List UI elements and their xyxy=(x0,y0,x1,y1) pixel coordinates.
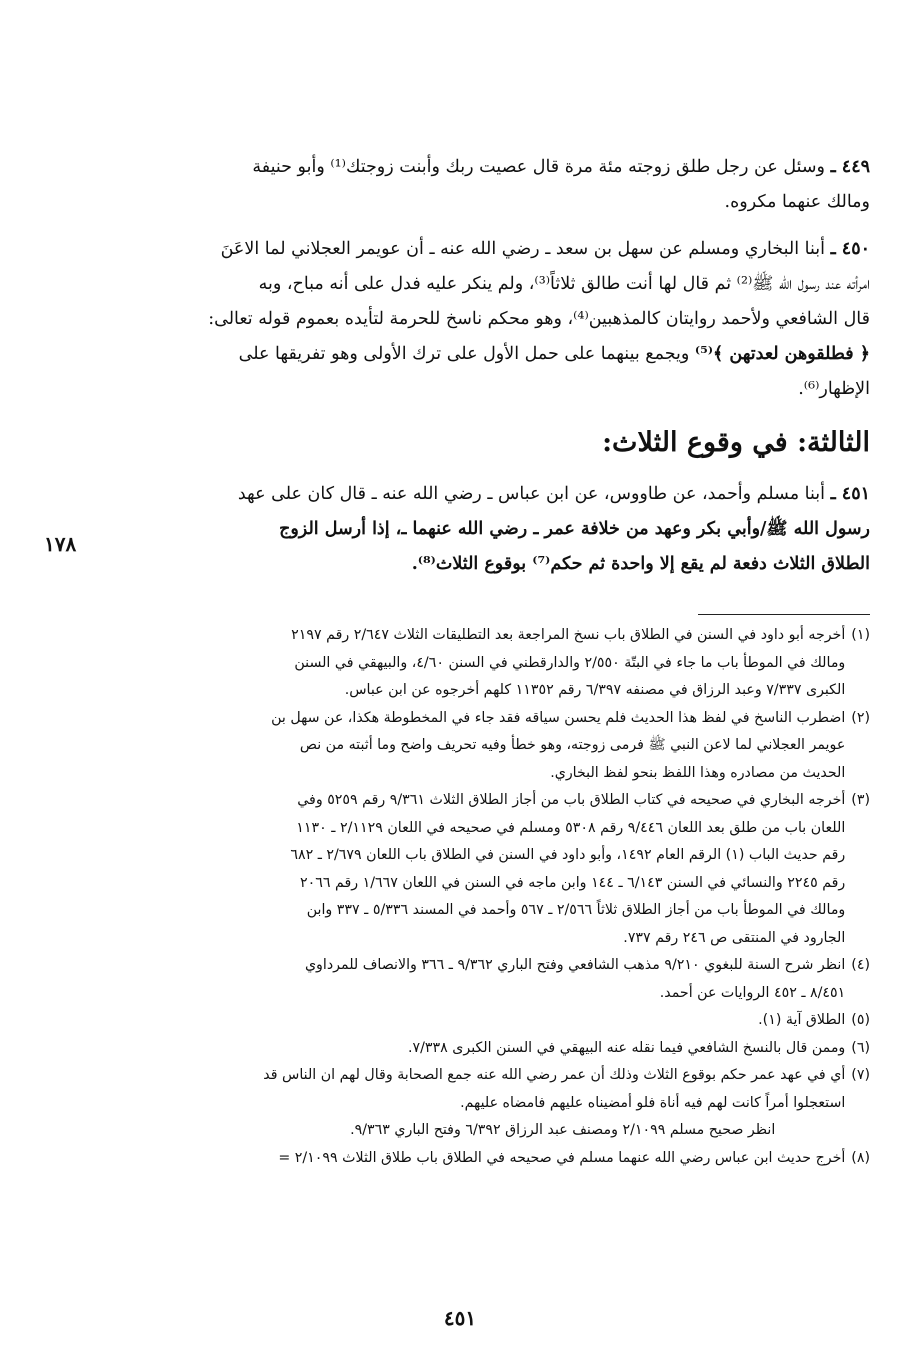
footnote-line: رقم ٢٢٤٥ والنسائي في السنن ٦/١٤٣ ـ ١٤٤ وابن ماجه في السنن في اللعان ١/٦٦٧ رقم ٢٠٦٦ xyxy=(300,874,846,891)
text-line: الطلاق الثلاث دفعة لم يقع إلا واحدة ثم حكم⁽⁷⁾ بوقوع الثلاث⁽⁸⁾. xyxy=(411,554,870,574)
footnote-line: أخرجه البخاري في صحيحه في كتاب الطلاق باب من أجاز الطلاق الثلاث ٩/٣٦١ رقم ٥٢٥٩ وفي xyxy=(297,792,846,808)
text-line: ومالك عنهما مكروه. xyxy=(724,192,870,212)
footnote-line: الحديث من مصادره وهذا اللفظ بنحو لفظ البخاري. xyxy=(550,764,846,781)
hadith-number: ٤٥١ ـ xyxy=(830,484,870,504)
footnote-line: الجارود في المنتقى ص ٢٤٦ رقم ٧٣٧. xyxy=(623,929,846,946)
paragraph-449 xyxy=(118,150,870,220)
footnote-6 xyxy=(118,1035,870,1063)
footnote-label: (٥) xyxy=(851,1012,870,1028)
footnote-label: (٧) xyxy=(851,1067,870,1083)
manuscript-folio-number: ١٧٨ xyxy=(44,532,77,556)
hadith-number: ٤٥٠ ـ xyxy=(830,239,870,259)
paragraph-450 xyxy=(118,232,870,407)
footnote-line: انظر شرح السنة للبغوي ٩/٢١٠ مذهب الشافعي وفتح الباري ٩/٣٦٢ ـ ٣٦٦ والانصاف للمرداوي xyxy=(304,957,846,973)
footnote-7 xyxy=(118,1062,870,1145)
page-number: ٤٥١ xyxy=(443,1306,477,1330)
text-line: الإظهار⁽⁶⁾. xyxy=(798,379,870,399)
footnote-label: (٣) xyxy=(851,792,870,808)
footnotes xyxy=(118,622,870,1172)
text-line: أبنا مسلم وأحمد، عن طاووس، عن ابن عباس ـ رضي الله عنه ـ قال كان على عهد xyxy=(237,484,825,504)
footnote-line: أي في عهد عمر حكم بوقوع الثلاث وذلك أن عمر رضي الله عنه جمع الصحابة وقال لهم ان الناس قد xyxy=(263,1067,846,1083)
footnote-8 xyxy=(118,1145,870,1173)
main-text xyxy=(118,150,870,594)
footnote-label: (٤) xyxy=(851,957,870,973)
footnote-divider xyxy=(698,614,870,615)
footnote-4 xyxy=(118,952,870,1007)
section-heading: الثالثة: في وقوع الثلاث: xyxy=(602,427,870,458)
footnote-line: اللعان باب من طلق بعد اللعان ٩/٤٤٦ رقم ٥٣٠٨ ومسلم في صحيحه في اللعان ٢/١١٢٩ ـ ١١٣٠ xyxy=(296,819,846,836)
footnote-5 xyxy=(118,1007,870,1035)
footnote-label: (٦) xyxy=(851,1039,870,1056)
footnote-3 xyxy=(118,787,870,952)
text-line: أبنا البخاري ومسلم عن سهل بن سعد ـ رضي الله عنه ـ أن عويمر العجلاني لما الاعَنَ xyxy=(220,239,825,259)
footnote-line: ومالك في الموطأ باب من أجاز الطلاق ثلاثاً ٢/٥٦٦ ـ ٥٦٧ وأحمد في المسند ٥/٣٣٦ ـ ٣٣٧ وابن xyxy=(306,902,846,918)
hadith-number: ٤٤٩ ـ xyxy=(830,157,870,177)
text-line: ويجمع بينهما على حمل الأول على ترك الأولى وهو تفريقها على xyxy=(238,344,690,364)
footnote-line: انظر صحيح مسلم ٢/١٠٩٩ ومصنف عبد الرزاق ٦/٣٩٢ وفتح الباري ٩/٣٦٣. xyxy=(350,1122,776,1138)
quran-verse: ﴿ فطلقوهن لعدتهن ﴾⁽⁵⁾ xyxy=(694,344,870,364)
footnote-line: أخرج حديث ابن عباس رضي الله عنهما مسلم في صحيحه في الطلاق باب طلاق الثلاث ٢/١٠٩٩ = xyxy=(278,1149,846,1166)
footnote-label: (٨) xyxy=(851,1149,870,1166)
footnote-line: استعجلوا أمراً كانت لهم فيه أناة فلو أمضيناه عليهم فامضاه عليهم. xyxy=(460,1094,846,1111)
footnote-line: الكبرى ٧/٣٣٧ وعبد الرزاق في مصنفه ٦/٣٩٧ رقم ١١٣٥٢ كلهم أخرجوه عن ابن عباس. xyxy=(344,682,846,698)
footnote-line: ٨/٤٥١ ـ ٤٥٢ الروايات عن أحمد. xyxy=(659,984,846,1001)
text-line: امرأته عند رسول الله ﷺ⁽²⁾ ثم قال لها أنت طالق ثلاثاً⁽³⁾، ولم ينكر عليه فدل على أنه مباح، وبه xyxy=(258,274,870,294)
footnote-label: (١) xyxy=(851,627,870,643)
paragraph-451 xyxy=(118,477,870,582)
text-line: وسئل عن رجل طلق زوجته مئة مرة قال عصيت ربك وأبنت زوجتك⁽¹⁾ وأبو حنيفة xyxy=(252,157,825,177)
footnote-line: الطلاق آية (١). xyxy=(758,1012,846,1028)
footnote-line: اضطرب الناسخ في لفظ هذا الحديث فلم يحسن سياقه فقد جاء في المخطوطة هكذا، عن سهل بن xyxy=(271,709,846,726)
footnote-1 xyxy=(118,622,870,705)
footnote-2 xyxy=(118,705,870,788)
footnote-line: ومالك في الموطأ باب ما جاء في البتّة ٢/٥٥٠ والدارقطني في السنن ٤/٦٠، والبيهقي في السنن xyxy=(294,654,846,671)
footnote-label: (٢) xyxy=(851,709,870,726)
footnote-line: وممن قال بالنسخ الشافعي فيما نقله عنه البيهقي في السنن الكبرى ٧/٣٣٨. xyxy=(407,1039,846,1056)
footnote-line: عويمر العجلاني لما لاعن النبي ﷺ فرمى زوجته، وهو خطأ وفيه تحريف واضح وما أثبته من نص xyxy=(299,737,846,753)
footnote-line: رقم حديث الباب (١) الرقم العام ١٤٩٢، وأبو داود في السنن في الطلاق باب اللعان ٢/٦٧٩ ـ ٦٨٢ xyxy=(290,847,846,863)
text-line: قال الشافعي ولأحمد روايتان كالمذهبين⁽⁴⁾، وهو محكم ناسخ للحرمة لتأيده بعموم قوله تعالى: xyxy=(208,309,870,329)
text-line: رسول الله ﷺ/وأبي بكر وعهد من خلافة عمر ـ رضي الله عنهما ـ، إذا أرسل الزوج xyxy=(279,519,870,539)
footnote-line: أخرجه أبو داود في السنن في الطلاق باب نسخ المراجعة بعد التطليقات الثلاث ٢/٦٤٧ رقم ٢١٩٧ xyxy=(291,627,846,643)
